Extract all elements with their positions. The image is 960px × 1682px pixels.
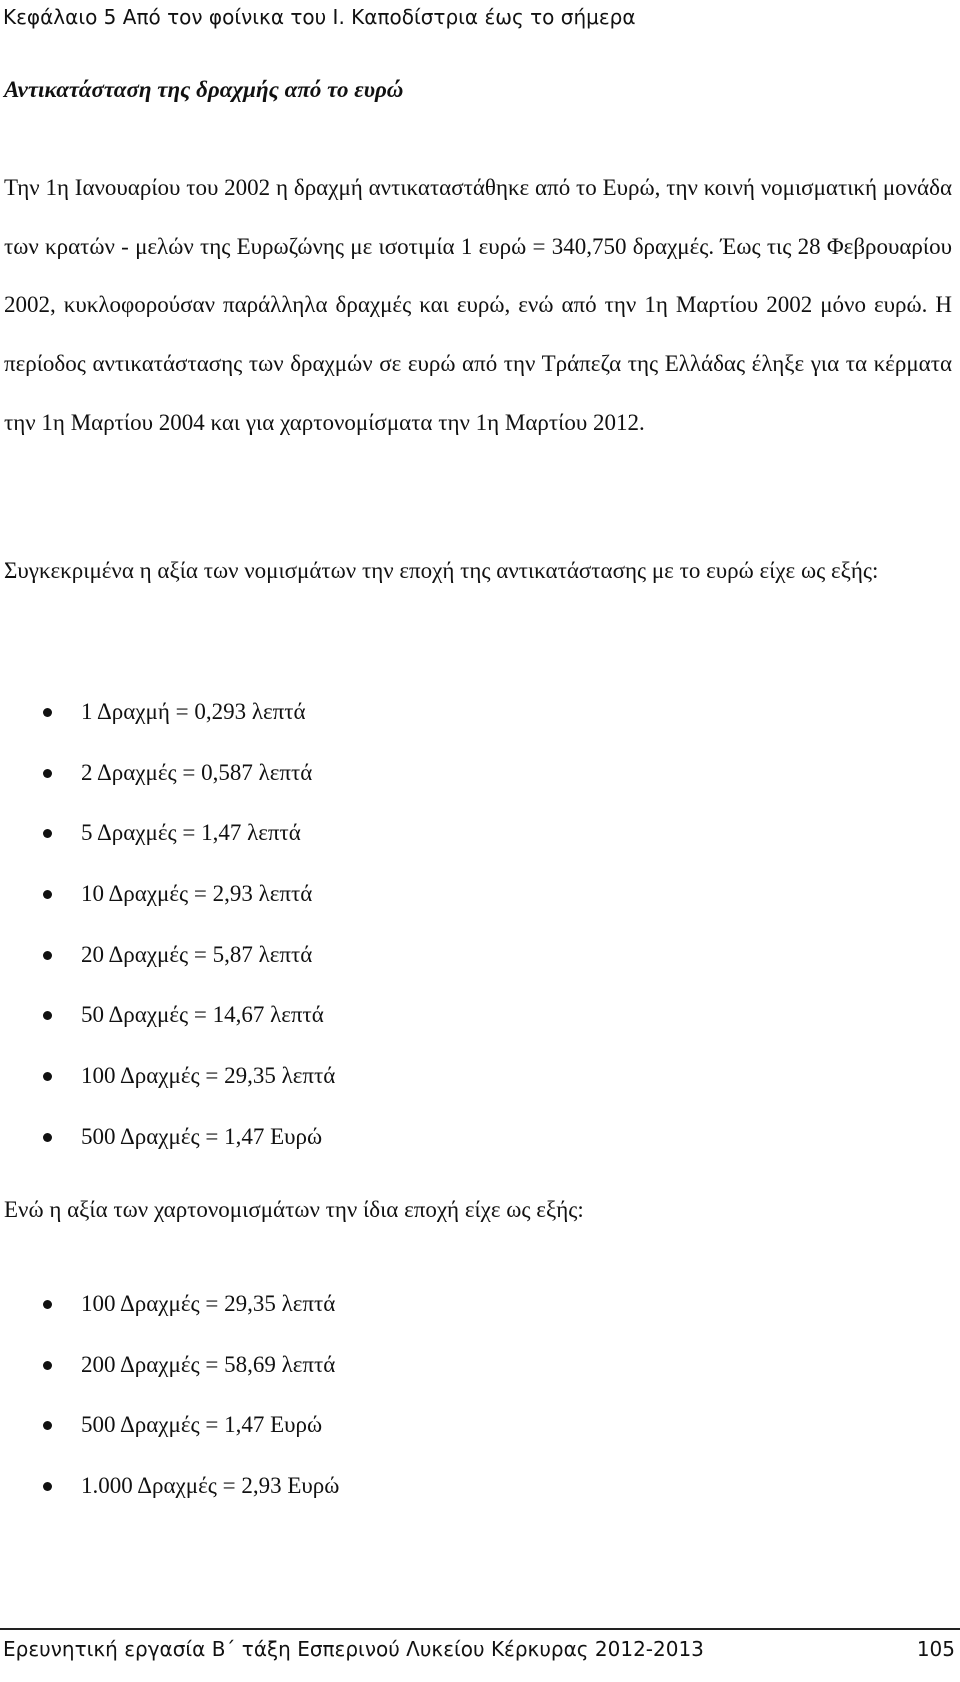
bullet-icon bbox=[43, 829, 52, 838]
coin-value-text: 5 Δραχμές = 1,47 λεπτά bbox=[81, 820, 301, 846]
bullet-icon bbox=[43, 1300, 52, 1309]
bullet-icon bbox=[43, 951, 52, 960]
bullet-icon bbox=[43, 1421, 52, 1430]
banknote-value-text: 1.000 Δραχμές = 2,93 Ευρώ bbox=[81, 1473, 340, 1499]
list-item bbox=[0, 682, 940, 743]
coin-value-text: 50 Δραχμές = 14,67 λεπτά bbox=[81, 1002, 324, 1028]
list-item bbox=[0, 1046, 940, 1107]
banknotes-intro-paragraph: Ενώ η αξία των χαρτονομισμάτων την ίδια εποχή είχε ως εξής: bbox=[4, 1197, 584, 1222]
coin-value-text: 500 Δραχμές = 1,47 Ευρώ bbox=[81, 1123, 323, 1149]
bullet-icon bbox=[43, 1361, 52, 1370]
bullet-icon bbox=[43, 769, 52, 778]
coin-value-text: 100 Δραχμές = 29,35 λεπτά bbox=[81, 1063, 336, 1089]
banknote-value-text: 500 Δραχμές = 1,47 Ευρώ bbox=[81, 1412, 323, 1438]
bullet-icon bbox=[43, 1482, 52, 1491]
coin-value-text: 1 Δραχμή = 0,293 λεπτά bbox=[81, 699, 306, 724]
footer-text: Ερευνητική εργασία Β΄ τάξη Εσπερινού Λυκείου Κέρκυρας 2012-2013 bbox=[3, 1637, 704, 1661]
banknote-values-list bbox=[0, 1274, 940, 1517]
coin-value-text: 2 Δραχμές = 0,587 λεπτά bbox=[81, 759, 313, 785]
list-item bbox=[0, 864, 940, 925]
banknote-value-text: 200 Δραχμές = 58,69 λεπτά bbox=[81, 1351, 336, 1377]
coin-values-list bbox=[0, 682, 940, 1168]
bullet-icon bbox=[43, 1133, 52, 1142]
bullet-icon bbox=[43, 890, 52, 899]
bullet-icon bbox=[43, 1011, 52, 1020]
coin-value-text: 20 Δραχμές = 5,87 λεπτά bbox=[81, 941, 313, 967]
section-title: Αντικατάσταση της δραχμής από το ευρώ bbox=[4, 77, 404, 102]
list-item bbox=[0, 1335, 940, 1396]
list-item bbox=[0, 1107, 940, 1168]
bullet-icon bbox=[43, 1072, 52, 1081]
list-item bbox=[0, 1274, 940, 1335]
intro-paragraph: Την 1η Ιανουαρίου του 2002 η δραχμή αντικαταστάθηκε από το Ευρώ, την κοινή νομισματική μονάδα των κρατών - μελών της Ευρωζώνης με ισοτιμία 1 ευρώ = 340,750 δραχμές. Έως τις 28 Φεβρουαρίου 2002, κυκλοφορούσαν παράλληλα δραχμές και ευρώ, ενώ από την 1η Μαρτίου 2002 μόνο ευρώ. Η περίοδος αντικατάστασης των δραχμών σε ευρώ από την Τράπεζα της Ελλάδας έληξε για τα κέρματα την 1η Μαρτίου 2004 και για χαρτονομίσματα την 1η Μαρτίου 2012. bbox=[4, 175, 952, 435]
list-item bbox=[0, 803, 940, 864]
running-header: Κεφάλαιο 5 Από τον φοίνικα του Ι. Καποδίστρια έως το σήμερα bbox=[3, 5, 636, 29]
banknote-value-text: 100 Δραχμές = 29,35 λεπτά bbox=[81, 1291, 336, 1316]
coins-intro-paragraph: Συγκεκριμένα η αξία των νομισμάτων την εποχή της αντικατάστασης με το ευρώ είχε ως εξής: bbox=[4, 558, 879, 583]
list-item bbox=[0, 1456, 940, 1517]
page-number: 105 bbox=[916, 1637, 955, 1661]
coin-value-text: 10 Δραχμές = 2,93 λεπτά bbox=[81, 881, 313, 907]
list-item bbox=[0, 743, 940, 804]
list-item bbox=[0, 925, 940, 986]
bullet-icon bbox=[43, 708, 52, 717]
list-item bbox=[0, 1395, 940, 1456]
running-footer bbox=[0, 1628, 960, 1672]
list-item bbox=[0, 985, 940, 1046]
